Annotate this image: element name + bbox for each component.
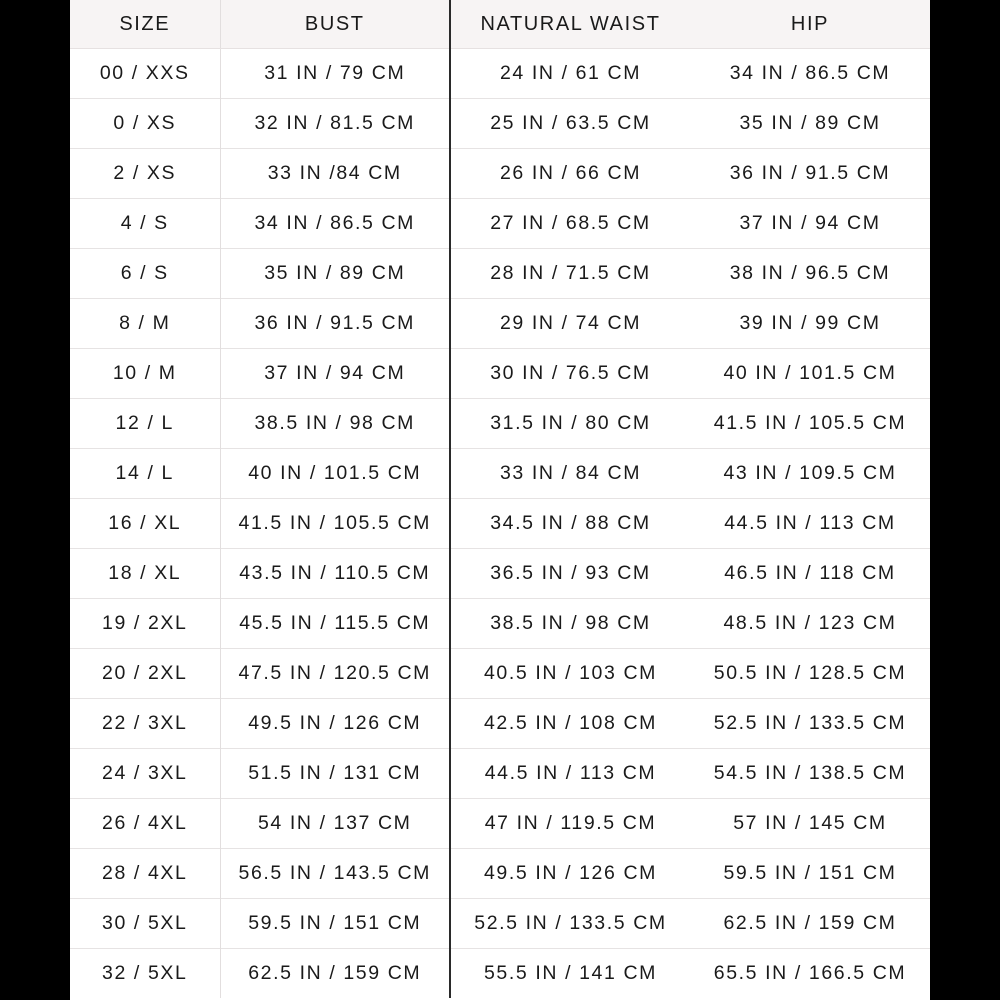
cell-natural-waist: 29 IN / 74 CM — [450, 299, 690, 349]
cell-bust: 49.5 IN / 126 CM — [220, 699, 450, 749]
cell-natural-waist: 33 IN / 84 CM — [450, 449, 690, 499]
header-size: SIZE — [70, 0, 220, 49]
cell-size: 10 / M — [70, 349, 220, 399]
table-row — [70, 499, 930, 549]
cell-natural-waist: 30 IN / 76.5 CM — [450, 349, 690, 399]
cell-natural-waist: 31.5 IN / 80 CM — [450, 399, 690, 449]
table-row — [70, 299, 930, 349]
cell-hip: 54.5 IN / 138.5 CM — [690, 749, 930, 799]
header-row — [70, 0, 930, 49]
cell-bust: 40 IN / 101.5 CM — [220, 449, 450, 499]
cell-hip: 57 IN / 145 CM — [690, 799, 930, 849]
cell-size: 2 / XS — [70, 149, 220, 199]
cell-hip: 36 IN / 91.5 CM — [690, 149, 930, 199]
table-row — [70, 399, 930, 449]
cell-size: 14 / L — [70, 449, 220, 499]
cell-bust: 37 IN / 94 CM — [220, 349, 450, 399]
table-row — [70, 149, 930, 199]
table-row — [70, 549, 930, 599]
table-row — [70, 949, 930, 999]
cell-hip: 35 IN / 89 CM — [690, 99, 930, 149]
cell-natural-waist: 47 IN / 119.5 CM — [450, 799, 690, 849]
cell-natural-waist: 36.5 IN / 93 CM — [450, 549, 690, 599]
table-row — [70, 249, 930, 299]
table-row — [70, 749, 930, 799]
cell-size: 26 / 4XL — [70, 799, 220, 849]
cell-bust: 47.5 IN / 120.5 CM — [220, 649, 450, 699]
cell-hip: 44.5 IN / 113 CM — [690, 499, 930, 549]
cell-bust: 35 IN / 89 CM — [220, 249, 450, 299]
cell-bust: 34 IN / 86.5 CM — [220, 199, 450, 249]
cell-size: 18 / XL — [70, 549, 220, 599]
cell-natural-waist: 27 IN / 68.5 CM — [450, 199, 690, 249]
cell-natural-waist: 40.5 IN / 103 CM — [450, 649, 690, 699]
cell-size: 30 / 5XL — [70, 899, 220, 949]
cell-size: 16 / XL — [70, 499, 220, 549]
cell-natural-waist: 25 IN / 63.5 CM — [450, 99, 690, 149]
cell-bust: 38.5 IN / 98 CM — [220, 399, 450, 449]
header-natural-waist: NATURAL WAIST — [450, 0, 690, 49]
cell-hip: 46.5 IN / 118 CM — [690, 549, 930, 599]
cell-hip: 50.5 IN / 128.5 CM — [690, 649, 930, 699]
cell-hip: 40 IN / 101.5 CM — [690, 349, 930, 399]
table-row — [70, 99, 930, 149]
cell-size: 6 / S — [70, 249, 220, 299]
cell-bust: 59.5 IN / 151 CM — [220, 899, 450, 949]
table-row — [70, 49, 930, 99]
cell-natural-waist: 34.5 IN / 88 CM — [450, 499, 690, 549]
table-row — [70, 799, 930, 849]
cell-bust: 51.5 IN / 131 CM — [220, 749, 450, 799]
cell-natural-waist: 42.5 IN / 108 CM — [450, 699, 690, 749]
cell-size: 22 / 3XL — [70, 699, 220, 749]
size-chart-panel — [70, 0, 930, 1000]
table-row — [70, 899, 930, 949]
cell-size: 32 / 5XL — [70, 949, 220, 999]
cell-hip: 37 IN / 94 CM — [690, 199, 930, 249]
cell-bust: 62.5 IN / 159 CM — [220, 949, 450, 999]
cell-bust: 43.5 IN / 110.5 CM — [220, 549, 450, 599]
cell-hip: 65.5 IN / 166.5 CM — [690, 949, 930, 999]
cell-size: 20 / 2XL — [70, 649, 220, 699]
cell-natural-waist: 28 IN / 71.5 CM — [450, 249, 690, 299]
cell-bust: 36 IN / 91.5 CM — [220, 299, 450, 349]
table-row — [70, 599, 930, 649]
cell-size: 8 / M — [70, 299, 220, 349]
table-row — [70, 199, 930, 249]
cell-bust: 41.5 IN / 105.5 CM — [220, 499, 450, 549]
cell-size: 4 / S — [70, 199, 220, 249]
cell-natural-waist: 44.5 IN / 113 CM — [450, 749, 690, 799]
cell-bust: 45.5 IN / 115.5 CM — [220, 599, 450, 649]
table-row — [70, 449, 930, 499]
cell-hip: 39 IN / 99 CM — [690, 299, 930, 349]
header-hip: HIP — [690, 0, 930, 49]
cell-bust: 31 IN / 79 CM — [220, 49, 450, 99]
cell-hip: 59.5 IN / 151 CM — [690, 849, 930, 899]
table-row — [70, 699, 930, 749]
cell-size: 28 / 4XL — [70, 849, 220, 899]
cell-hip: 38 IN / 96.5 CM — [690, 249, 930, 299]
cell-hip: 41.5 IN / 105.5 CM — [690, 399, 930, 449]
cell-hip: 62.5 IN / 159 CM — [690, 899, 930, 949]
cell-bust: 33 IN /84 CM — [220, 149, 450, 199]
cell-natural-waist: 49.5 IN / 126 CM — [450, 849, 690, 899]
cell-size: 00 / XXS — [70, 49, 220, 99]
header-bust: BUST — [220, 0, 450, 49]
size-chart-table — [70, 0, 930, 998]
cell-natural-waist: 38.5 IN / 98 CM — [450, 599, 690, 649]
table-row — [70, 649, 930, 699]
table-row — [70, 349, 930, 399]
cell-hip: 34 IN / 86.5 CM — [729, 62, 891, 84]
cell-natural-waist: 52.5 IN / 133.5 CM — [450, 899, 690, 949]
cell-bust: 54 IN / 137 CM — [220, 799, 450, 849]
cell-hip: 52.5 IN / 133.5 CM — [690, 699, 930, 749]
cell-size: 0 / XS — [70, 99, 220, 149]
table-row — [70, 849, 930, 899]
cell-natural-waist: 26 IN / 66 CM — [450, 149, 690, 199]
cell-hip: 48.5 IN / 123 CM — [690, 599, 930, 649]
cell-size: 12 / L — [70, 399, 220, 449]
cell-bust: 32 IN / 81.5 CM — [220, 99, 450, 149]
cell-bust: 56.5 IN / 143.5 CM — [220, 849, 450, 899]
cell-size: 19 / 2XL — [70, 599, 220, 649]
cell-natural-waist: 24 IN / 61 CM — [499, 62, 642, 84]
cell-natural-waist: 55.5 IN / 141 CM — [450, 949, 690, 999]
cell-size: 24 / 3XL — [70, 749, 220, 799]
cell-hip: 43 IN / 109.5 CM — [690, 449, 930, 499]
